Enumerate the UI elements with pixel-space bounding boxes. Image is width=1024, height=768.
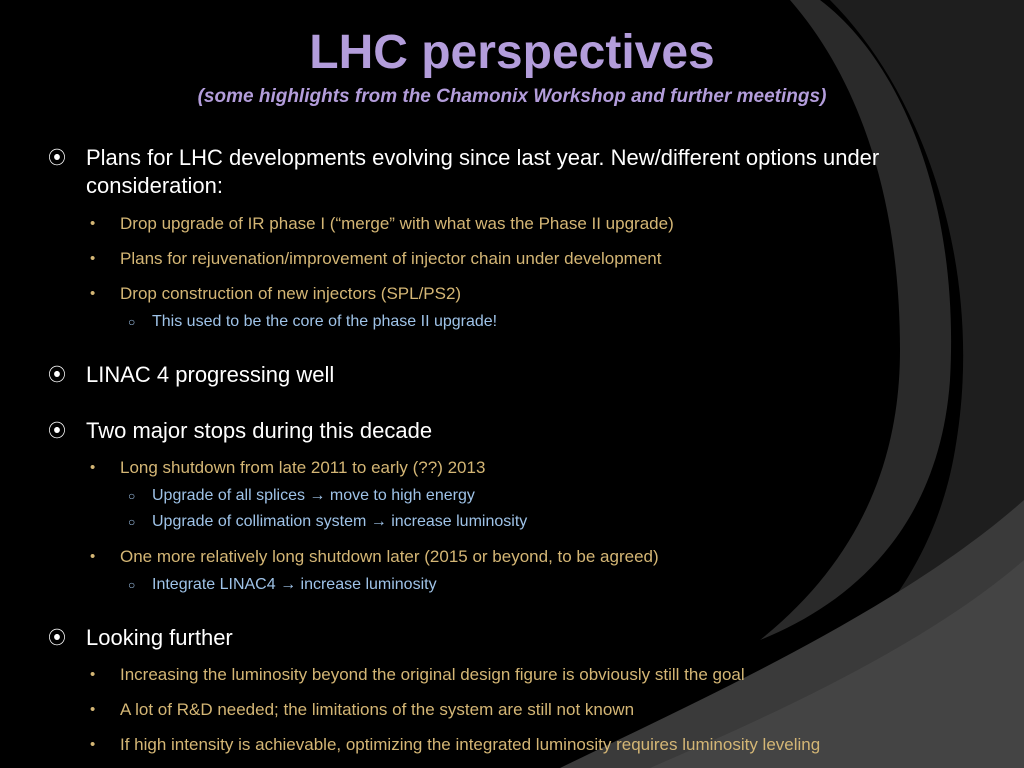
dot-bullet-icon: • [90,215,96,232]
sub-bullet-high-intensity [90,734,990,756]
sub-bullet-rnd-needed [90,699,990,721]
circle-bullet-icon: ○ [128,315,136,329]
sub-sub-bullet-splices [128,486,988,506]
sub-bullet-rejuvenation [90,248,990,270]
dot-bullet-icon: • [90,548,96,565]
sub-bullet-increasing-luminosity [90,664,990,686]
bullet-text: Plans for rejuvenation/improvement of injector chain under development [120,249,662,268]
sub-bullet-another-shutdown [90,546,990,568]
sub-bullet-drop-upgrade [90,213,990,235]
bullet-text: A lot of R&D needed; the limitations of the system are still not known [120,700,635,719]
bullet-text: This used to be the core of the phase II upgrade! [152,313,498,330]
target-bullet-icon: ⦿ [48,628,66,648]
bullet-text: Upgrade of collimation system → increase luminosity [152,513,528,530]
slide-title: LHC perspectives [309,26,715,79]
slide-subtitle: (some highlights from the Chamonix Workshop and further meetings) [197,86,827,107]
bullet-text: LINAC 4 progressing well [86,362,335,387]
dot-bullet-icon: • [90,701,96,718]
target-bullet-icon: ⦿ [48,365,66,385]
bullet-text: If high intensity is achievable, optimizing the integrated luminosity requires luminosity leveling [120,735,821,754]
bullet-text: Upgrade of all splices → move to high energy [152,487,475,504]
sub-sub-bullet-core [128,312,988,332]
bullet-text: Integrate LINAC4 → increase luminosity [152,576,437,593]
sub-bullet-drop-construction [90,283,990,305]
target-bullet-icon: ⦿ [48,421,66,441]
dot-bullet-icon: • [90,666,96,683]
sub-bullet-long-shutdown [90,457,990,479]
bullet-text: One more relatively long shutdown later (2015 or beyond, to be agreed) [120,547,659,566]
sub-sub-bullet-integrate-linac4 [128,575,988,595]
bullet-text: Two major stops during this decade [86,418,433,443]
dot-bullet-icon: • [90,736,96,753]
circle-bullet-icon: ○ [128,578,136,592]
dot-bullet-icon: • [90,459,96,476]
circle-bullet-icon: ○ [128,515,136,529]
bullet-looking-further [48,624,978,652]
bullet-text: Long shutdown from late 2011 to early (??) 2013 [120,458,486,477]
bullet-text: Looking further [86,625,233,650]
circle-bullet-icon: ○ [128,489,136,503]
bullet-two-stops [48,417,978,445]
sub-sub-bullet-collimation [128,512,988,532]
bullet-text: Plans for LHC developments evolving since last year. New/different options under consideration: [86,145,880,198]
dot-bullet-icon: • [90,285,96,302]
bullet-text: Drop construction of new injectors (SPL/PS2) [120,284,462,303]
target-bullet-icon: ⦿ [48,148,66,168]
bullet-plans [48,144,978,200]
dot-bullet-icon: • [90,250,96,267]
bullet-text: Drop upgrade of IR phase I (“merge” with what was the Phase II upgrade) [120,214,674,233]
bullet-linac4 [48,361,978,389]
bullet-text: Increasing the luminosity beyond the original design figure is obviously still the goal [120,665,745,684]
